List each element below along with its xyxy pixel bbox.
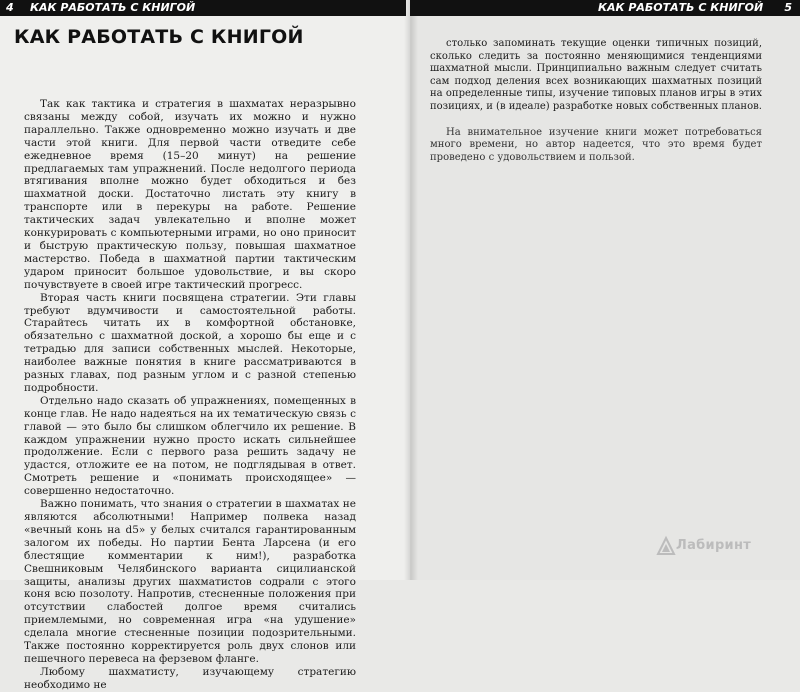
watermark-text: Лабиринт xyxy=(676,538,752,553)
right-paragraph: На внимательное изучение книги может потребоваться много времени, но автор надеется, что это время будет проведено с удовольствием и пользой. xyxy=(430,126,762,163)
left-page-text xyxy=(24,98,356,692)
left-paragraph: Важно понимать, что знания о стратегии в шахматах не являются абсолютными! Например полвека назад «вечный конь на d5» у белых считался гарантированным залогом их победы. Но партии Бента Ларсена (и его блестящие комментарии к ним!), разработка Свешниковым Челябинского варианта сицилианской защиты, анализы других шахматистов содрали с этого коня всю позолоту. Напротив, стесненные положения при отсутствии слабостей долгое время считались приемлемыми, но современная игра «на удушение» сделала многие стесненные позиции подозрительными. Также постоянно корректируется роль двух слонов или пешечного перевеса на ферзевом фланге. xyxy=(24,498,356,665)
right-page-number: 5 xyxy=(784,1,792,14)
left-page-number: 4 xyxy=(6,1,14,14)
right-paragraph: столько запоминать текущие оценки типичных позиций, сколько следить за постоянно меняющимися тенденциями шахматной мысли. Принципиально важным следует считать сам подход деления всех возникающих шахматных позиций на определенные типы, изучение типовых планов игры в этих позициях, и (в идеале) разработке новых собственных планов. xyxy=(430,38,762,112)
left-running-header xyxy=(0,0,406,16)
left-paragraph: Любому шахматисту, изучающему стратегию необходимо не xyxy=(24,665,356,691)
labyrinth-logo-icon xyxy=(656,536,676,556)
left-paragraph: Так как тактика и стратегия в шахматах неразрывно связаны между собой, изучать их можно и нужно параллельно. Также одновременно можно изучать и две части этой книги. Для первой части отведите себе ежедневное время (15–20 минут) на решение предлагаемых там упражнений. После недолгого периода втягивания вполне можно будет обходиться и без шахматной доски. Достаточно листать эту книгу в транспорте или в перекуры на работе. Решение тактических задач увлекательно и вполне может конкурировать с компьютерными играми, но оно приносит и быструю практическую пользу, повышая шахматное мастерство. Победа в шахматной партии тактическим ударом приносит большое удовольствие, и вы скоро почувствуете в своей игре тактический прогресс. xyxy=(24,98,356,291)
left-paragraph: Вторая часть книги посвящена стратегии. Эти главы требуют вдумчивости и самостоятельной работы. Старайтесь читать их в комфортной обстановке, обязательно с шахматной доской, а хорошо бы еще и с тетрадью для записи собственных мыслей. Некоторые, наиболее важные понятия в книге рассматриваются в разных главах, под разным углом и с разной степенью подробности. xyxy=(24,291,356,394)
left-running-title: КАК РАБОТАТЬ С КНИГОЙ xyxy=(30,1,196,14)
right-page-text xyxy=(430,38,762,164)
left-paragraph: Отдельно надо сказать об упражнениях, помещенных в конце глав. Не надо надеяться на их тематическую связь с главой — это было бы слишком облегчило их решение. В каждом упражнении нужно просто искать сильнейшее продолжение. Если с первого раза решить задачу не удастся, отложите ее на потом, не подглядывая в ответ. Смотреть решение и «понимать происходящее» — совершенно недостаточно. xyxy=(24,394,356,498)
right-running-title: КАК РАБОТАТЬ С КНИГОЙ xyxy=(598,1,764,14)
chapter-title: КАК РАБОТАТЬ С КНИГОЙ xyxy=(14,26,304,48)
right-running-header xyxy=(410,0,800,16)
book-gutter xyxy=(404,0,418,580)
